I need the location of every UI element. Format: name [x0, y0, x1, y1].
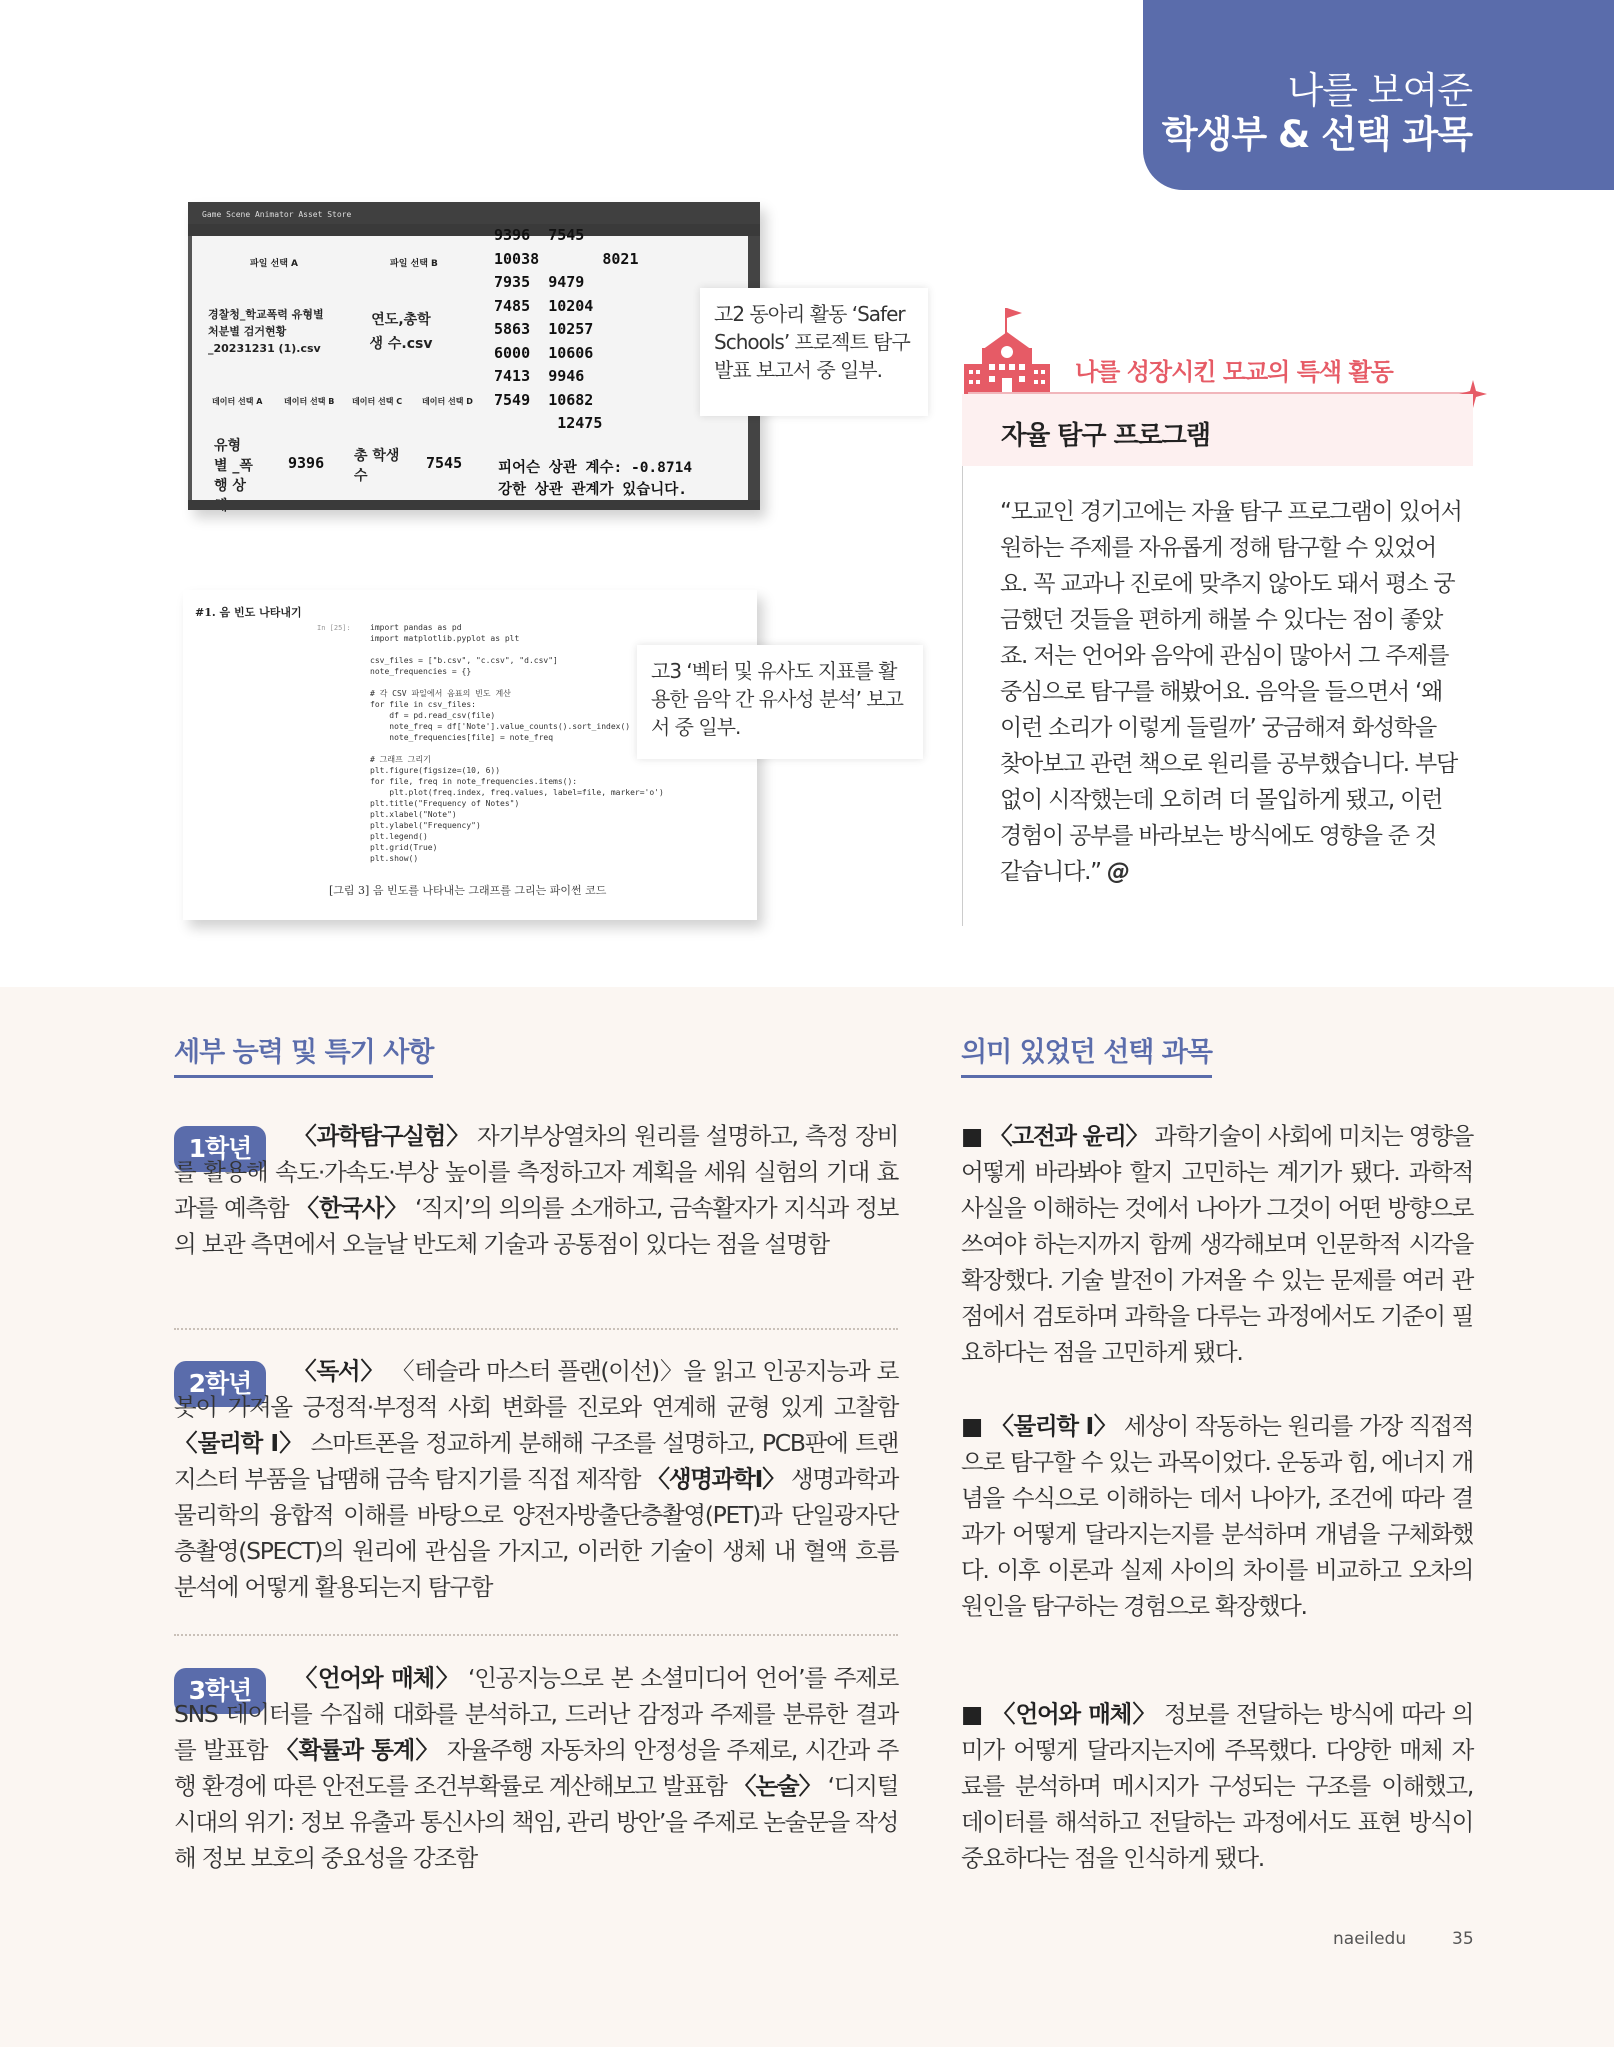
- python-code: import pandas as pd import matplotlib.pyplot as plt csv_files = ["b.csv", "c.csv", "d.csv"] note_frequencies = {} # 각 CSV 파일에서 음표의 빈도 계산 for file in csv_files: df = pd.read_csv(file) note_freq = df['Note'].value_counts().sort_index() note_frequencies[file] = note_freq # 그래프 그리기 plt.figure(figsize=(10, 6)) for file, freq in note_frequencies.items(): plt.plot(freq.index, freq.values, label=file, marker='o') plt.title("Frequency of Notes") plt.xlabel("Note") plt.ylabel("Frequency") plt.legend() plt.grid(True) plt.show(): [370, 623, 664, 863]
- right-section-title: 의미 있었던 선택 과목: [961, 1030, 1212, 1078]
- value-row: 7413 9946: [494, 367, 585, 385]
- row-value-b: 7545: [426, 454, 463, 472]
- section-header-tab: [1143, 0, 1614, 190]
- data-select-a: 데이터 선택 A: [212, 397, 263, 406]
- row-label-b: 총 학생 수: [354, 448, 400, 484]
- left-section-title: 세부 능력 및 특기 사항: [174, 1030, 433, 1078]
- pearson-result: 피어슨 상관 계수: -0.8714: [498, 460, 693, 476]
- grade-3-text: 〈언어와 매체〉 ‘인공지능으로 본 소셜미디어 언어’를 주제로 SNS 데이터를 수집해 대화를 분석하고, 드러난 감정과 주제를 분류한 결과를 발표함 〈확률과 통계〉 자율주행 자동차의 안정성을 주제로, 시간과 주행 환경에 따른 안전도를 조건부확률로 계산해보고 발표함 〈논술〉 ‘디지털 시대의 위기: 정보 유출과 통신사의 책임, 관리 방안’을 주제로 논술문을 작성해 정보 보호의 중요성을 강조함: [174, 1664, 898, 1872]
- feature-quote: “모교인 경기고에는 자율 탐구 프로그램이 있어서 원하는 주제를 자유롭게 정해 탐구할 수 있었어요. 꼭 교과나 진로에 맞추지 않아도 돼서 평소 궁금했던 것들을 편하게 해볼 수 있다는 점이 좋았죠. 저는 언어와 음악에 관심이 많아서 그 주제를 중심으로 탐구를 해봤어요. 음악을 들으면서 ‘왜 이런 소리가 이렇게 들릴까’ 궁금해져 화성학을 찾아보고 관련 책으로 원리를 공부했습니다. 부담 없이 시작했는데 오히려 더 몰입하게 됐고, 이런 경험이 공부를 바라보는 방식에도 영향을 준 것 같습니다.” @: [1000, 499, 1462, 885]
- footer-site: naeiledu: [1333, 1929, 1407, 1949]
- header-line1: 나를 보여준: [1287, 69, 1472, 112]
- value-list: [494, 224, 639, 436]
- editor-toolbar: Game Scene Animator Asset Store: [188, 202, 760, 224]
- grade-2-text: 〈독서〉 〈테슬라 마스터 플랜(이선)〉을 읽고 인공지능과 로봇이 가져올 긍정적·부정적 사회 변화를 진로와 연계해 균형 있게 고찰함 〈물리학 Ⅰ〉 스마트폰을 정교하게 분해해 구조를 설명하고, PCB판에 트랜지스터 부품을 납땜해 금속 탐지기를 직접 제작함 〈생명과학Ⅰ〉 생명과학과 물리학의 융합적 이해를 바탕으로 양전자방출단층촬영(PET)과 단일광자단층촬영(SPECT)의 원리에 관심을 가지고, 이러한 기술이 생체 내 혈액 흐름 분석에 어떻게 활용되는지 탐구함: [174, 1357, 898, 1601]
- code-heading: #1. 음 빈도 나타내기: [195, 606, 302, 619]
- grade-badge-2: 2학년: [174, 1361, 266, 1407]
- data-select-d: 데이터 선택 D: [422, 397, 473, 406]
- row-value-a: 9396: [288, 454, 325, 472]
- subject-item-ethics: ■ 〈고전과 윤리〉 과학기술이 사회에 미치는 영향을 어떻게 바라봐야 할지 고민하는 계기가 됐다. 과학적 사실을 이해하는 것에서 나아가 그것이 어떤 방향으로 쓰여야 하는지까지 함께 생각해보며 인문학적 시각을 확장했다. 기술 발전이 가져올 수 있는 문제를 여러 관점에서 검토하며 과학을 다루는 과정에서도 기준이 필요하다는 점을 고민하게 됐다.: [961, 1122, 1473, 1366]
- value-row: 10038 8021: [494, 249, 639, 268]
- value-row: 7935 9479: [494, 273, 585, 291]
- grade-1-text: 〈과학탐구실험〉 자기부상열차의 원리를 설명하고, 측정 장비를 활용해 속도·가속도·부상 높이를 측정하고자 계획을 세워 실험의 기대 효과를 예측함 〈한국사〉 ‘직지’의 의의를 소개하고, 금속활자가 지식과 정보의 보관 측면에서 오늘날 반도체 기술과 공통점이 있다는 점을 설명함: [174, 1122, 898, 1258]
- value-row: 5863 10257: [494, 320, 594, 338]
- figure-caption: [그림 3] 음 빈도를 나타내는 그래프를 그리는 파이썬 코드: [329, 884, 607, 897]
- grade-badge-1: 1학년: [174, 1126, 266, 1172]
- divider: [174, 1328, 898, 1330]
- correlation-result: 강한 상관 관계가 있습니다.: [498, 482, 687, 498]
- unity-screenshot: [188, 202, 760, 510]
- divider: [174, 1634, 898, 1636]
- value-row: 7549 10682: [494, 390, 594, 409]
- file-a-label: 파일 선택 A: [250, 259, 299, 269]
- value-row: 9396 7545: [494, 226, 585, 244]
- value-row: 6000 10606: [494, 343, 594, 362]
- magazine-mark: @: [1107, 859, 1129, 885]
- file-b-name: 연도,총학생 수.csv: [369, 312, 433, 352]
- value-row: 7485 10204: [494, 296, 594, 315]
- row-label-a: 유형별 _폭행 상: [214, 438, 253, 494]
- feature-title: 나를 성장시킨 모교의 특색 활동: [1075, 358, 1393, 386]
- subject-item-language-media: ■ 〈언어와 매체〉 정보를 전달하는 방식에 따라 의미가 어떻게 달라지는지에 주목했다. 다양한 매체 자료를 분석하며 메시지가 구성되는 구조를 이해했고, 데이터를 해석하고 전달하는 과정에서도 표현 방식이 중요하다는 점을 인식하게 됐다.: [961, 1700, 1473, 1872]
- screenshot1-caption: 고2 동아리 활동 ‘Safer Schools’ 프로젝트 탐구 발표 보고서 중 일부.: [700, 288, 928, 416]
- data-select-c: 데이터 선택 C: [352, 397, 403, 406]
- subject-item-physics: ■ 〈물리학 Ⅰ〉 세상이 작동하는 원리를 가장 직접적으로 탐구할 수 있는 과목이었다. 운동과 힘, 에너지 개념을 수식으로 이해하는 데서 나아가, 조건에 따라 결과가 어떻게 달라지는지를 분석하며 개념을 구체화했다. 이후 이론과 실제 사이의 차이를 비교하고 오차의 원인을 탐구하는 경험으로 확장했다.: [961, 1412, 1473, 1620]
- header-line2: 학생부 & 선택 과목: [1161, 113, 1472, 156]
- file-b-label: 파일 선택 B: [390, 259, 438, 269]
- grade-badge-3: 3학년: [174, 1668, 266, 1714]
- file-a-name: 경찰청_학교폭력 유형별 처분별 검거현황 _20231231 (1).csv: [208, 308, 324, 355]
- page-number: 35: [1452, 1929, 1474, 1949]
- data-select-b: 데이터 선택 B: [284, 397, 335, 406]
- school-building-icon: [962, 302, 1052, 394]
- cell-label: In [25]:: [317, 624, 351, 632]
- value-row: 12475: [557, 414, 603, 432]
- feature-subtitle: 자율 탐구 프로그램: [1001, 421, 1211, 451]
- screenshot2-caption: 고3 ‘벡터 및 유사도 지표를 활용한 음악 간 유사성 분석’ 보고서 중 일부.: [637, 645, 923, 759]
